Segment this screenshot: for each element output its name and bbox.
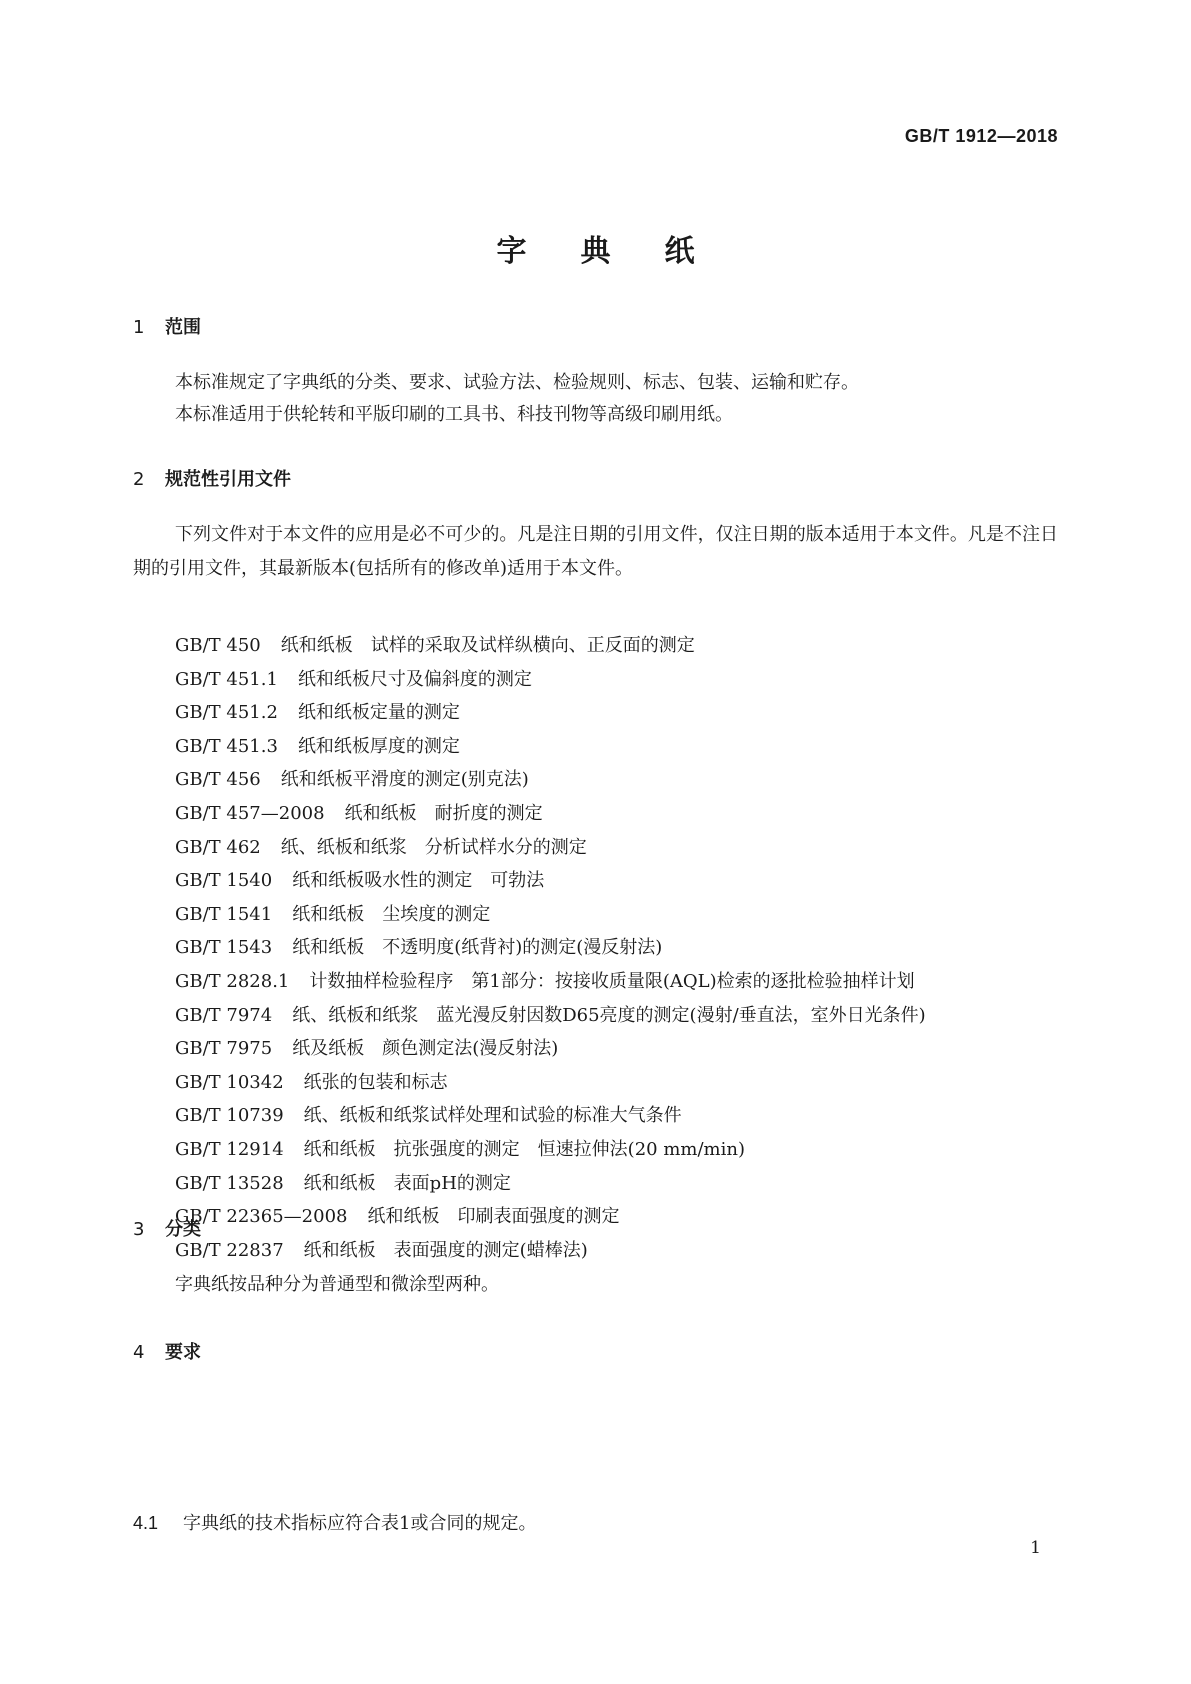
reference-item [175,864,1075,898]
reference-title: 纸和纸板平滑度的测定(别克法) [280,769,529,791]
section-2-heading [133,465,291,491]
reference-item [175,730,1075,764]
reference-title: 纸和纸板 尘埃度的测定 [292,903,491,925]
reference-code: GB/T 1541 [175,903,273,925]
reference-item [175,1066,1075,1100]
reference-title: 纸和纸板 表面pH的测定 [303,1172,511,1194]
reference-title: 纸和纸板 耐折度的测定 [344,802,543,824]
scope-paragraph-2: 本标准适用于供轮转和平版印刷的工具书、科技刊物等高级印刷用纸。 [175,404,733,425]
reference-code: GB/T 22837 [175,1239,284,1261]
reference-title: 纸和纸板 抗张强度的测定 恒速拉伸法(20 mm/min) [303,1138,745,1160]
reference-code: GB/T 451.2 [175,702,278,724]
reference-item [175,1234,1075,1268]
reference-code: GB/T 1543 [175,937,273,959]
reference-title: 计数抽样检验程序 第1部分：按接收质量限(AQL)检索的逐批检验抽样计划 [309,970,915,992]
page-number: 1 [1030,1538,1041,1558]
reference-item [175,965,1075,999]
reference-item [175,1099,1075,1133]
reference-title: 纸和纸板 印刷表面强度的测定 [367,1206,620,1228]
reference-item [175,931,1075,965]
reference-code: GB/T 456 [175,769,261,791]
section-title: 规范性引用文件 [165,469,291,490]
reference-title: 纸和纸板厚度的测定 [297,735,460,757]
section-title: 范围 [165,317,201,338]
reference-item [175,663,1075,697]
reference-title: 纸和纸板 试样的采取及试样纵横向、正反面的测定 [280,635,695,656]
reference-item [175,629,1075,663]
reference-title: 纸、纸板和纸浆 分析试样水分的测定 [280,836,587,858]
references-intro-paragraph: 下列文件对于本文件的应用是必不可少的。凡是注日期的引用文件，仅注日期的版本适用于本文件。凡是不注日期的引用文件，其最新版本(包括所有的修改单)适用于本文件。 [133,524,1058,579]
clause-text: 字典纸的技术指标应符合表1或合同的规定。 [183,1513,537,1534]
section-4-heading [133,1338,201,1364]
reference-title: 纸和纸板吸水性的测定 可勃法 [292,870,545,892]
reference-item [175,898,1075,932]
reference-code: GB/T 1540 [175,870,273,892]
reference-code: GB/T 7975 [175,1038,273,1060]
reference-code: GB/T 451.3 [175,735,278,757]
section-1-heading [133,313,201,339]
document-title: 字典纸 [496,234,749,269]
reference-title: 纸和纸板尺寸及偏斜度的测定 [297,668,532,690]
reference-code: GB/T 12914 [175,1138,284,1160]
reference-code: GB/T 2828.1 [175,970,290,992]
clause-4-1 [133,1508,536,1539]
reference-item [175,763,1075,797]
reference-code: GB/T 457—2008 [175,802,325,824]
scope-paragraph-1: 本标准规定了字典纸的分类、要求、试验方法、检验规则、标志、包装、运输和贮存。 [175,372,859,393]
reference-title: 纸张的包装和标志 [303,1071,448,1093]
standard-code: GB/T 1912—2018 [904,126,1058,146]
reference-code: GB/T 10739 [175,1105,284,1127]
reference-item [175,1200,1075,1234]
reference-code: GB/T 13528 [175,1172,284,1194]
section-number: 2 [133,469,145,490]
reference-code: GB/T 450 [175,635,261,656]
reference-item [175,1133,1075,1167]
reference-item [175,999,1075,1033]
reference-title: 纸和纸板 表面强度的测定(蜡棒法) [303,1239,588,1261]
reference-title: 纸和纸板 不透明度(纸背衬)的测定(漫反射法) [292,937,663,959]
reference-title: 纸、纸板和纸浆 蓝光漫反射因数D65亮度的测定(漫射/垂直法，室外日光条件) [292,1004,926,1026]
reference-title: 纸及纸板 颜色测定法(漫反射法) [292,1038,559,1060]
classification-paragraph: 字典纸按品种分为普通型和微涂型两种。 [175,1274,499,1295]
section-number: 1 [133,317,145,338]
section-3-heading [133,1215,201,1241]
reference-code: GB/T 462 [175,836,261,858]
reference-item [175,1032,1075,1066]
reference-title: 纸、纸板和纸浆试样处理和试验的标准大气条件 [303,1105,682,1127]
reference-item [175,831,1075,865]
reference-code: GB/T 7974 [175,1004,273,1026]
reference-item [175,797,1075,831]
reference-title: 纸和纸板定量的测定 [297,702,460,724]
section-number: 3 [133,1219,145,1240]
reference-item [175,1167,1075,1201]
reference-code: GB/T 10342 [175,1071,284,1093]
clause-number: 4.1 [133,1513,159,1533]
section-number: 4 [133,1342,145,1363]
section-title: 分类 [165,1219,201,1240]
reference-item [175,696,1075,730]
section-title: 要求 [165,1342,201,1363]
reference-code: GB/T 22365—2008 [175,1206,348,1228]
normative-references-list [175,629,1075,1267]
reference-code: GB/T 451.1 [175,668,278,690]
